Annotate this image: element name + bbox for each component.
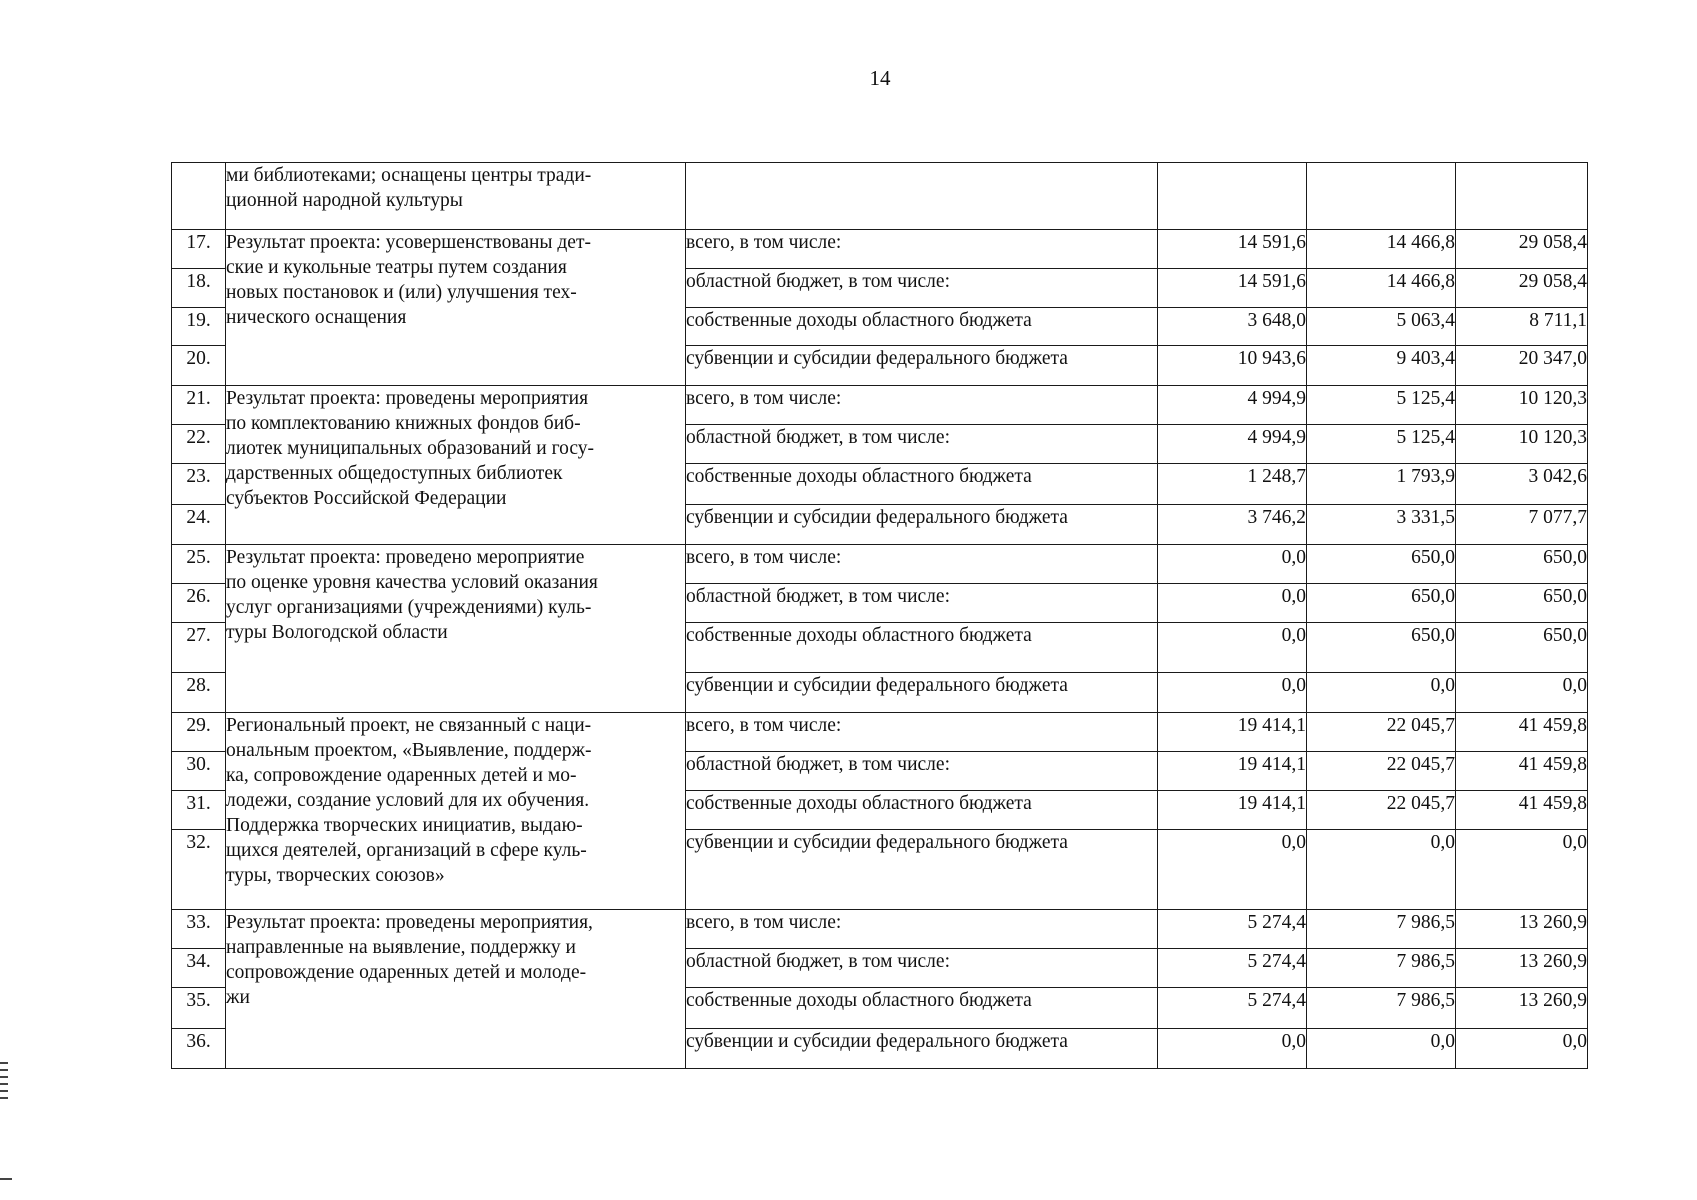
value-year-2: 5 063,4	[1307, 308, 1456, 346]
row-number: 35.	[172, 988, 226, 1029]
value-total: 41 459,8	[1456, 752, 1588, 791]
row-number: 31.	[172, 791, 226, 830]
value-total: 8 711,1	[1456, 308, 1588, 346]
table-row	[172, 713, 1588, 752]
value-year-1: 14 591,6	[1158, 230, 1307, 269]
value-year-2: 14 466,8	[1307, 230, 1456, 269]
funding-type: областной бюджет, в том числе:	[686, 752, 1158, 791]
funding-type: собственные доходы областного бюджета	[686, 464, 1158, 505]
value-year-2: 9 403,4	[1307, 346, 1456, 386]
value-year-2: 650,0	[1307, 584, 1456, 623]
value-year-2: 1 793,9	[1307, 464, 1456, 505]
value-year-1: 19 414,1	[1158, 752, 1307, 791]
value-year-1: 19 414,1	[1158, 791, 1307, 830]
funding-type: субвенции и субсидии федерального бюджета	[686, 1029, 1158, 1069]
value-year-1: 0,0	[1158, 673, 1307, 713]
value-total: 0,0	[1456, 830, 1588, 910]
value-year-1: 4 994,9	[1158, 386, 1307, 425]
project-description-text: Результат проекта: проведены мероприятия по комплектованию книжных фондов биб- лиотек муниципальных образований и госу- дарственных общедоступных библиотек субъектов Российской Федерации	[226, 388, 594, 509]
value-year-1: 5 274,4	[1158, 910, 1307, 949]
row-number: 36.	[172, 1029, 226, 1069]
table-row	[172, 230, 1588, 269]
value-year-2: 650,0	[1307, 623, 1456, 673]
row-number: 34.	[172, 949, 226, 988]
row-number: 20.	[172, 346, 226, 386]
row-number: 22.	[172, 425, 226, 464]
value-year-1: 0,0	[1158, 830, 1307, 910]
value-total: 0,0	[1456, 673, 1588, 713]
funding-type: всего, в том числе:	[686, 230, 1158, 269]
row-number: 25.	[172, 545, 226, 584]
value-total: 29 058,4	[1456, 269, 1588, 308]
value-year-2: 0,0	[1307, 673, 1456, 713]
page-number: 14	[869, 66, 891, 90]
value-cell-2	[1307, 163, 1456, 230]
value-total: 3 042,6	[1456, 464, 1588, 505]
value-year-1: 14 591,6	[1158, 269, 1307, 308]
row-number: 23.	[172, 464, 226, 505]
funding-type: собственные доходы областного бюджета	[686, 988, 1158, 1029]
value-year-2: 3 331,5	[1307, 505, 1456, 545]
value-year-2: 0,0	[1307, 1029, 1456, 1069]
value-year-1: 10 943,6	[1158, 346, 1307, 386]
row-number-cell	[172, 163, 226, 230]
value-year-1: 4 994,9	[1158, 425, 1307, 464]
value-total: 650,0	[1456, 623, 1588, 673]
funding-type: всего, в том числе:	[686, 386, 1158, 425]
table-row	[172, 545, 1588, 584]
funding-type: субвенции и субсидии федерального бюджета	[686, 346, 1158, 386]
row-number: 17.	[172, 230, 226, 269]
budget-table-body	[172, 163, 1588, 1069]
row-number: 27.	[172, 623, 226, 673]
value-year-1: 0,0	[1158, 623, 1307, 673]
value-total: 13 260,9	[1456, 988, 1588, 1029]
value-year-1: 0,0	[1158, 545, 1307, 584]
funding-type-cell	[686, 163, 1158, 230]
funding-type: субвенции и субсидии федерального бюджета	[686, 505, 1158, 545]
value-year-2: 7 986,5	[1307, 988, 1456, 1029]
row-number: 19.	[172, 308, 226, 346]
value-year-2: 14 466,8	[1307, 269, 1456, 308]
continuation-row	[172, 163, 1588, 230]
value-total: 0,0	[1456, 1029, 1588, 1069]
table-row	[172, 910, 1588, 949]
project-description: ми библиотеками; оснащены центры тради- ционной народной культуры	[226, 163, 686, 230]
project-description	[226, 910, 686, 1069]
funding-type: собственные доходы областного бюджета	[686, 623, 1158, 673]
value-year-2: 22 045,7	[1307, 752, 1456, 791]
funding-type: собственные доходы областного бюджета	[686, 308, 1158, 346]
row-number: 32.	[172, 830, 226, 910]
row-number: 29.	[172, 713, 226, 752]
value-total: 29 058,4	[1456, 230, 1588, 269]
project-description	[226, 713, 686, 910]
value-year-2: 7 986,5	[1307, 910, 1456, 949]
value-year-1: 3 648,0	[1158, 308, 1307, 346]
funding-type: собственные доходы областного бюджета	[686, 791, 1158, 830]
scan-margin-dash	[0, 1178, 12, 1180]
funding-type: всего, в том числе:	[686, 910, 1158, 949]
value-year-1: 19 414,1	[1158, 713, 1307, 752]
funding-type: субвенции и субсидии федерального бюджета	[686, 673, 1158, 713]
value-year-1: 1 248,7	[1158, 464, 1307, 505]
value-year-1: 0,0	[1158, 1029, 1307, 1069]
project-description-text: Региональный проект, не связанный с наци- ональным проектом, «Выявление, поддерж- ка, сопровождение одаренных детей и мо- лодежи, создание условий для их обучения. Поддержка творческих инициатив, выдаю- щихся деятелей, организаций в сфере куль- туры, творческих союзов»	[226, 715, 592, 886]
project-description-text: Результат проекта: усовершенствованы дет- ские и кукольные театры путем создания новых постановок и (или) улучшения тех- нического оснащения	[226, 232, 591, 328]
row-number: 30.	[172, 752, 226, 791]
project-description	[226, 230, 686, 386]
value-year-2: 22 045,7	[1307, 791, 1456, 830]
funding-type: субвенции и субсидии федерального бюджета	[686, 830, 1158, 910]
value-total: 20 347,0	[1456, 346, 1588, 386]
value-year-2: 7 986,5	[1307, 949, 1456, 988]
value-cell-1	[1158, 163, 1307, 230]
row-number: 26.	[172, 584, 226, 623]
row-number: 21.	[172, 386, 226, 425]
project-description-text: Результат проекта: проведены мероприятия, направленные на выявление, поддержку и сопровождение одаренных детей и молоде- жи	[226, 912, 593, 1008]
funding-type: всего, в том числе:	[686, 545, 1158, 584]
row-number: 28.	[172, 673, 226, 713]
value-year-2: 650,0	[1307, 545, 1456, 584]
value-total: 10 120,3	[1456, 425, 1588, 464]
funding-type: всего, в том числе:	[686, 713, 1158, 752]
value-year-2: 5 125,4	[1307, 425, 1456, 464]
funding-type: областной бюджет, в том числе:	[686, 949, 1158, 988]
value-year-1: 5 274,4	[1158, 988, 1307, 1029]
row-number: 18.	[172, 269, 226, 308]
project-description	[226, 545, 686, 713]
scan-margin-marks	[0, 1062, 8, 1102]
funding-type: областной бюджет, в том числе:	[686, 269, 1158, 308]
project-description	[226, 386, 686, 545]
value-year-2: 22 045,7	[1307, 713, 1456, 752]
row-number: 24.	[172, 505, 226, 545]
funding-type: областной бюджет, в том числе:	[686, 425, 1158, 464]
value-year-1: 5 274,4	[1158, 949, 1307, 988]
budget-table	[171, 162, 1588, 1069]
value-total: 7 077,7	[1456, 505, 1588, 545]
value-total: 41 459,8	[1456, 713, 1588, 752]
project-description-text: Результат проекта: проведено мероприятие по оценке уровня качества условий оказания услуг организациями (учреждениями) куль- туры Вологодской области	[226, 547, 598, 643]
row-number: 33.	[172, 910, 226, 949]
value-total: 13 260,9	[1456, 910, 1588, 949]
value-total: 650,0	[1456, 545, 1588, 584]
value-year-2: 0,0	[1307, 830, 1456, 910]
value-total: 41 459,8	[1456, 791, 1588, 830]
value-year-2: 5 125,4	[1307, 386, 1456, 425]
value-cell-3	[1456, 163, 1588, 230]
table-row	[172, 386, 1588, 425]
value-year-1: 0,0	[1158, 584, 1307, 623]
value-year-1: 3 746,2	[1158, 505, 1307, 545]
funding-type: областной бюджет, в том числе:	[686, 584, 1158, 623]
value-total: 10 120,3	[1456, 386, 1588, 425]
value-total: 13 260,9	[1456, 949, 1588, 988]
value-total: 650,0	[1456, 584, 1588, 623]
